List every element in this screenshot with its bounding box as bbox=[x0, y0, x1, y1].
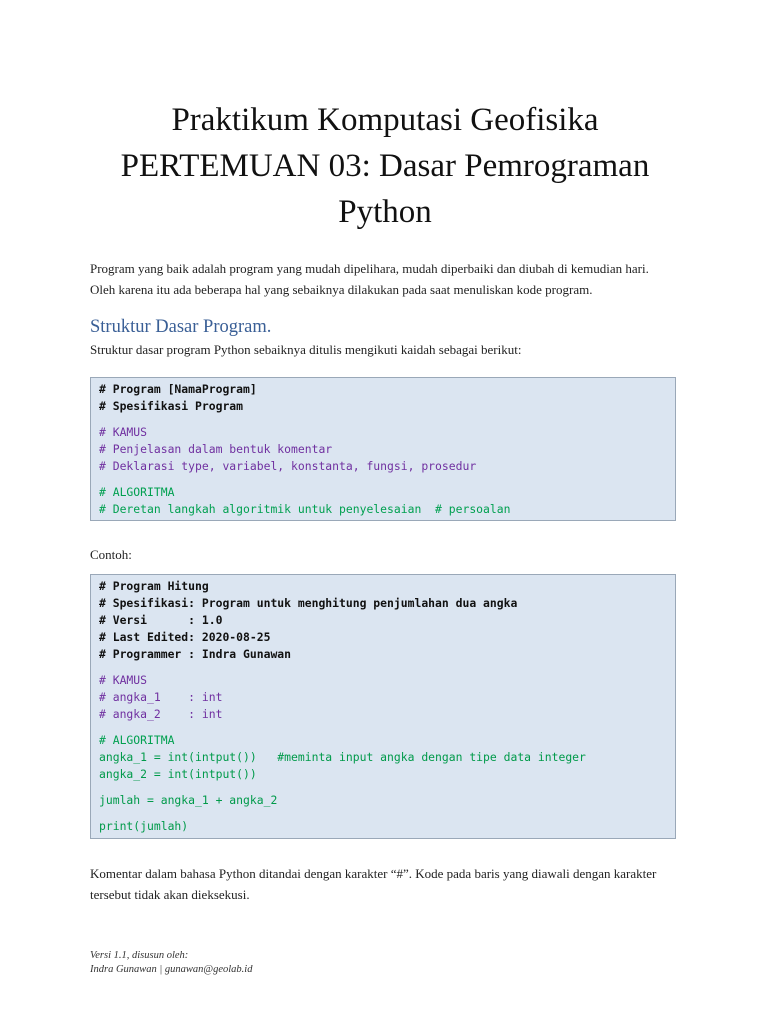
code-line: angka_1 = int(intput()) #meminta input angka dengan tipe data integer bbox=[99, 750, 586, 764]
title-line-1: Praktikum Komputasi Geofisika bbox=[171, 102, 599, 138]
example-code-block bbox=[90, 574, 676, 839]
code-line: # Versi : 1.0 bbox=[99, 613, 223, 627]
code-line: # Penjelasan dalam bentuk komentar bbox=[99, 442, 333, 456]
closing-paragraph bbox=[90, 863, 680, 905]
section-heading: Struktur Dasar Program. bbox=[90, 317, 272, 337]
code-line: # ALGORITMA bbox=[99, 485, 175, 499]
code-line: # Program Hitung bbox=[99, 579, 209, 593]
code-line: # Last Edited: 2020-08-25 bbox=[99, 630, 271, 644]
code-line: # Program [NamaProgram] bbox=[99, 382, 257, 396]
closing-line-1: Komentar dalam bahasa Python ditandai dengan karakter “#”. Kode pada baris yang diawali dengan karakter bbox=[90, 866, 657, 881]
footer bbox=[90, 949, 252, 977]
intro-paragraph bbox=[90, 258, 680, 300]
document-title bbox=[90, 97, 680, 235]
footer-line-2: Indra Gunawan | gunawan@geolab.id bbox=[90, 964, 253, 975]
code-line: # angka_2 : int bbox=[99, 707, 223, 721]
code-line: jumlah = angka_1 + angka_2 bbox=[99, 793, 278, 807]
code-line: # Deklarasi type, variabel, konstanta, fungsi, prosedur bbox=[99, 459, 477, 473]
section-description: Struktur dasar program Python sebaiknya ditulis mengikuti kaidah sebagai berikut: bbox=[90, 342, 522, 357]
intro-line-2: Oleh karena itu ada beberapa hal yang sebaiknya dilakukan pada saat menuliskan kode program. bbox=[90, 282, 593, 297]
code-line: # angka_1 : int bbox=[99, 690, 223, 704]
title-line-3: Python bbox=[338, 194, 432, 230]
footer-line-1: Versi 1.1, disusun oleh: bbox=[90, 950, 189, 961]
code-line: # Spesifikasi: Program untuk menghitung penjumlahan dua angka bbox=[99, 596, 518, 610]
code-line: # KAMUS bbox=[99, 425, 148, 439]
code-line: # KAMUS bbox=[99, 673, 148, 687]
intro-line-1: Program yang baik adalah program yang mudah dipelihara, mudah diperbaiki dan diubah di kemudian hari. bbox=[90, 261, 649, 276]
template-code-block bbox=[90, 377, 676, 521]
code-line: # Deretan langkah algoritmik untuk penyelesaian # persoalan bbox=[99, 502, 511, 516]
code-line: # Programmer : Indra Gunawan bbox=[99, 647, 292, 661]
closing-line-2: tersebut tidak akan dieksekusi. bbox=[90, 887, 250, 902]
title-line-2: PERTEMUAN 03: Dasar Pemrograman bbox=[120, 148, 650, 184]
code-line: print(jumlah) bbox=[99, 819, 189, 833]
code-line: # ALGORITMA bbox=[99, 733, 175, 747]
code-line: # Spesifikasi Program bbox=[99, 399, 244, 413]
code-line: angka_2 = int(intput()) bbox=[99, 767, 257, 781]
example-label: Contoh: bbox=[90, 547, 132, 562]
